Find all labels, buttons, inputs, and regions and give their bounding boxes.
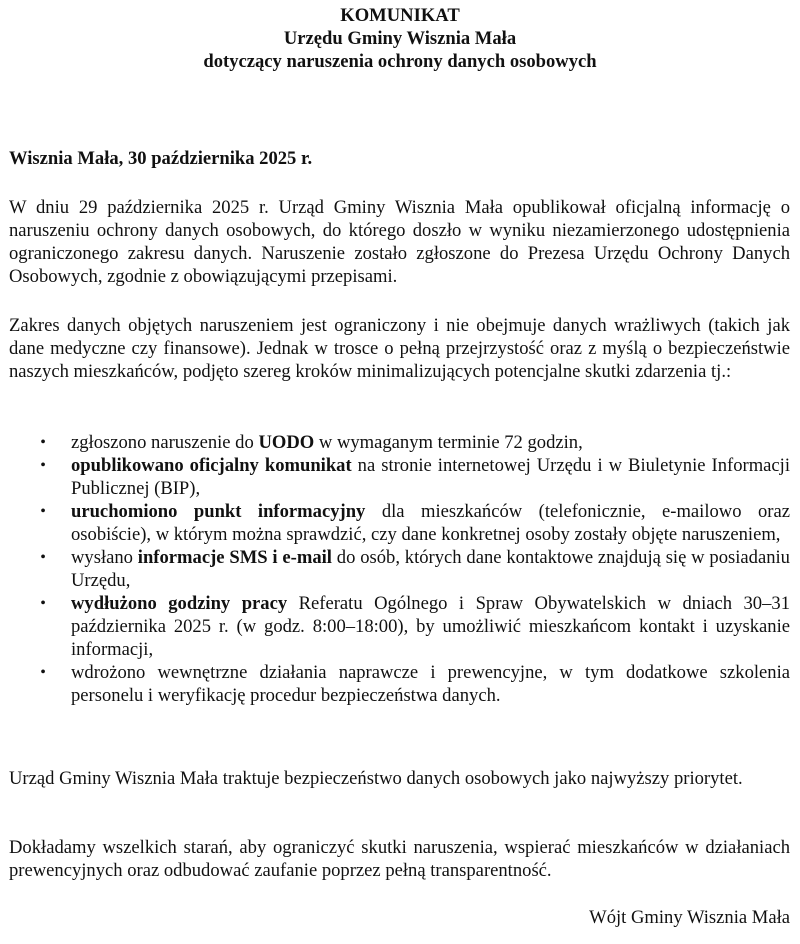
paragraph-announcement: W dniu 29 października 2025 r. Urząd Gminy Wisznia Mała opublikował oficjalną informację o naruszeniu ochrony danych osobowych, do którego doszło w wyniku niezamierzonego udostępnienia ograniczonego zakresu danych. Naruszenie zostało zgłoszone do Prezesa Urzędu Ochrony Danych Osobowych, zgodnie z obowiązującymi przepisami.	[9, 197, 790, 287]
list-item-text: wysłano	[71, 547, 138, 568]
document-header	[0, 4, 800, 73]
header-title: KOMUNIKAT	[340, 5, 460, 26]
list-item-text: do osób, których dane kontaktowe znajdują się w posiadaniu Urzędu,	[71, 547, 790, 591]
list-item	[0, 546, 790, 592]
list-item	[0, 661, 790, 707]
bullet-icon: •	[40, 549, 46, 566]
paragraph-scope: Zakres danych objętych naruszeniem jest ograniczony i nie obejmuje danych wrażliwych (takich jak dane medyczne czy finansowe). Jednak w trosce o pełną przejrzystość oraz z myślą o bezpieczeństwie naszych mieszkańców, podjęto szereg kroków minimalizujących potencjalne skutki zdarzenia tj.:	[9, 315, 790, 382]
list-item	[0, 454, 790, 500]
list-item-text: Referatu Ogólnego i Spraw Obywatelskich w dniach 30–31 października 2025 r. (w godz. 8:00–18:00), by umożliwić mieszkańcom kontakt i uzyskanie informacji,	[71, 593, 790, 660]
signature: Wójt Gminy Wisznia Mała	[589, 907, 790, 928]
bullet-icon: •	[40, 503, 46, 520]
bullet-icon: •	[40, 595, 46, 612]
list-item-emphasis: informacje SMS i e-mail	[137, 547, 332, 568]
paragraph-commitment: Dokładamy wszelkich starań, aby ograniczyć skutki naruszenia, wspierać mieszkańców w działaniach prewencyjnych oraz odbudować zaufanie poprzez pełną transparentność.	[9, 837, 790, 881]
list-item	[0, 431, 790, 454]
place-and-date: Wisznia Mała, 30 października 2025 r.	[9, 148, 313, 169]
list-item	[0, 500, 790, 546]
list-item-text: na stronie internetowej Urzędu i w Biuletynie Informacji Publicznej (BIP),	[71, 455, 790, 499]
bullet-icon: •	[40, 664, 46, 681]
header-issuer: Urzędu Gminy Wisznia Mała	[283, 28, 517, 49]
list-item-emphasis: wydłużono godziny pracy	[71, 593, 288, 614]
paragraph-priority: Urząd Gminy Wisznia Mała traktuje bezpieczeństwo danych osobowych jako najwyższy priorytet.	[9, 768, 743, 789]
list-item-emphasis: UODO	[258, 432, 315, 453]
list-item	[0, 592, 790, 661]
bullet-icon: •	[40, 434, 46, 451]
header-subject: dotyczący naruszenia ochrony danych osobowych	[203, 51, 597, 72]
list-item-text: w wymaganym terminie 72 godzin,	[314, 432, 583, 453]
list-item-text: dla mieszkańców (telefonicznie, e-mailowo oraz osobiście), w którym można sprawdzić, czy dane konkretnej osoby zostały objęte naruszeniem,	[71, 501, 790, 545]
actions-list	[0, 431, 790, 707]
bullet-icon: •	[40, 457, 46, 474]
list-item-emphasis: uruchomiono punkt informacyjny	[71, 501, 366, 522]
list-item-text: wdrożono wewnętrzne działania naprawcze i prewencyjne, w tym dodatkowe szkolenia personelu i weryfikację procedur bezpieczeństwa danych.	[71, 662, 790, 706]
list-item-text: zgłoszono naruszenie do	[71, 432, 259, 453]
list-item-emphasis: opublikowano oficjalny komunikat	[71, 455, 352, 476]
